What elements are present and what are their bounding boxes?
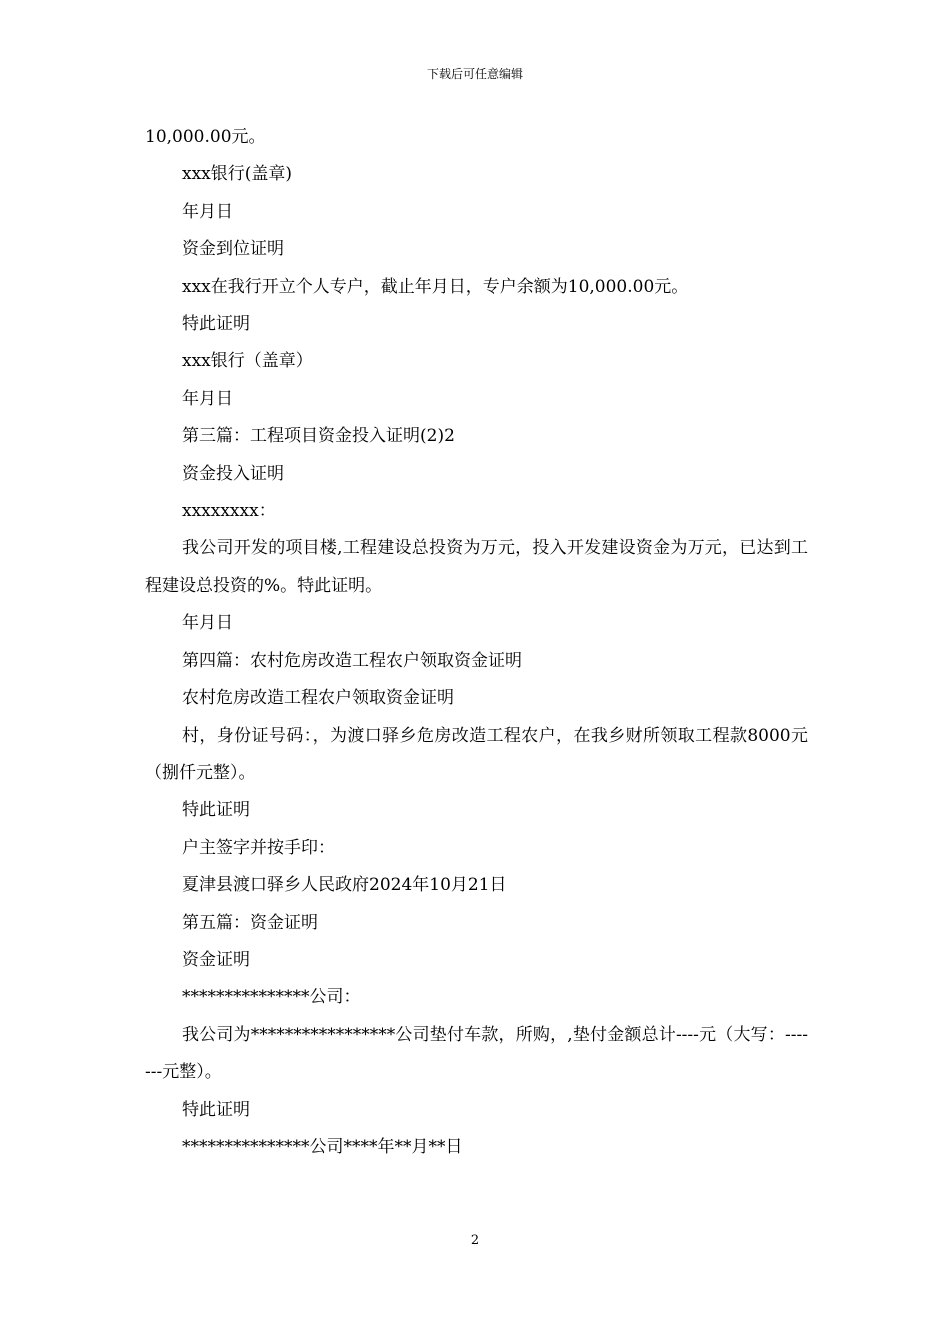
paragraph-section-title: 资金投入证明 xyxy=(182,463,284,484)
paragraph-date: 年月日 xyxy=(182,201,233,222)
paragraph-date: 年月日 xyxy=(182,388,233,409)
paragraph-payment-statement: 村，身份证号码：，为渡口驿乡危房改造工程农户，在我乡财所领取工程款8000元（捌仟元整）。 xyxy=(145,725,808,783)
paragraph-certify: 特此证明 xyxy=(182,314,250,335)
paragraph-addressee: ***************公司： xyxy=(182,987,361,1008)
paragraph-amount-continued: 10,000.00元。 xyxy=(145,127,266,147)
document-body xyxy=(145,119,808,1166)
page-header: 下载后可任意编辑 xyxy=(426,67,523,81)
paragraph-certify: 特此证明 xyxy=(182,800,250,821)
paragraph-bank-seal: xxx银行(盖章) xyxy=(182,164,293,185)
paragraph-chapter-heading: 第四篇：农村危房改造工程农户领取资金证明 xyxy=(182,650,522,671)
paragraph-investment-statement: 我公司开发的项目楼,工程建设总投资为万元，投入开发建设资金为万元，已达到工程建设总投资的%。特此证明。 xyxy=(145,538,808,596)
paragraph-account-statement: xxx在我行开立个人专户，截止年月日，专户余额为10,000.00元。 xyxy=(182,276,689,297)
paragraph-issuer-date: 夏津县渡口驿乡人民政府2024年10月21日 xyxy=(182,875,507,896)
paragraph-section-title: 资金到位证明 xyxy=(182,239,284,260)
paragraph-advance-statement: 我公司为*****************公司垫付车款，所购，,垫付金额总计----元（大写：-------元整）。 xyxy=(145,1024,808,1083)
paragraph-chapter-heading: 第五篇：资金证明 xyxy=(182,912,318,933)
paragraph-bank-seal: xxx银行（盖章） xyxy=(182,351,313,372)
paragraph-addressee: xxxxxxxx： xyxy=(182,501,276,522)
paragraph-date: 年月日 xyxy=(182,613,233,634)
paragraph-issuer-date: ***************公司****年**月**日 xyxy=(182,1136,463,1157)
paragraph-chapter-heading: 第三篇：工程项目资金投入证明(2)2 xyxy=(182,426,455,447)
paragraph-section-title: 资金证明 xyxy=(182,949,250,970)
paragraph-certify: 特此证明 xyxy=(182,1099,250,1120)
paragraph-section-title: 农村危房改造工程农户领取资金证明 xyxy=(182,688,454,709)
page-number: 2 xyxy=(470,1233,480,1248)
paragraph-signature-line: 户主签字并按手印： xyxy=(182,837,335,858)
